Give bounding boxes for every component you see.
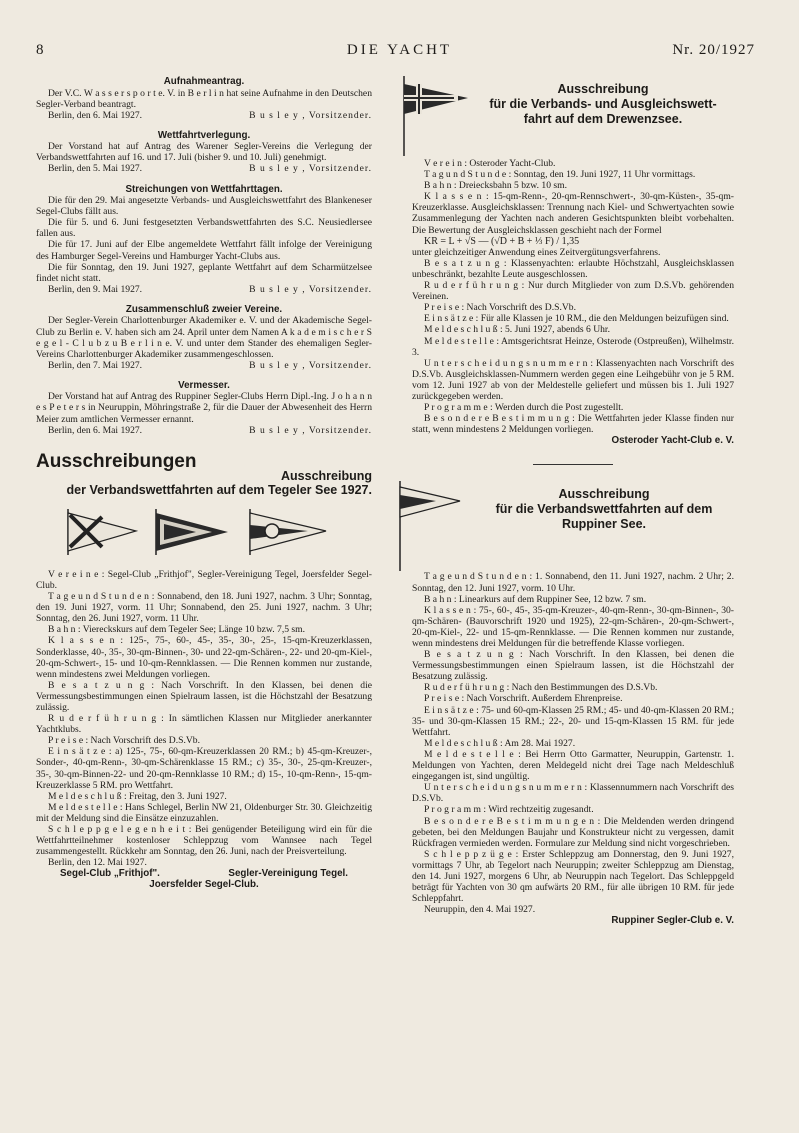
club-pennants [36,509,372,561]
meldeschluss-field: M e l d e s c h l u ß : 5. Juni 1927, abends 6 Uhr. [424,324,610,336]
signature-frithjof: Segel-Club „Frithjof". [60,868,160,880]
bahn-field: B a h n : Dreiecksbahn 5 bzw. 10 sm. [424,180,567,192]
announcement-subtitle: der Verbandswettfahrten auf dem Tegeler See 1927. [66,482,372,497]
notice-date: Berlin, den 5. Mai 1927. [48,163,143,175]
preise-field: P r e i s e : Nach Vorschrift. Außerdem Ehrenpreise. [424,693,623,705]
notice-date: Berlin, den 6. Mai 1927. [48,109,143,121]
right-column [412,76,734,926]
notice-body: Der V.C. W a s s e r s p o r t e. V. in B e r l i n hat seine Aufnahme in den Deutschen Segler-Verband beantragt. [36,87,372,110]
schleppgelegenheit-field: S c h l e p p g e l e g e n h e i t : Bei genügender Beteiligung wird ein für die Wettfahrtteilnehmer kostenloser Schleppzug vom Wannsee nach Tegel zusammengestellt. Rückkehr am Sonntag, den 26. Juni, nach der Preisverteilung. [36,824,372,858]
schleppzuege-field: S c h l e p p z ü g e : Erster Schleppzug am Donnerstag, den 9. Juni 1927, vormittags 7 Uhr, ab Tegelort nach Neuruppin; zweiter Schleppzug am Dienstag, den 14. Juni 1927, morgens 6 Uhr, ab Neuruppin nach Tegelort. Das Schleppgeld beträgt für Yachten von 30 qm aufwärts 20 RM., für alle übrigen 10 RM. für jede Schleppfahrt. [412,848,734,905]
besondere-field: B e s o n d e r e B e s t i m m u n g : Die Wettfahrten jeder Klasse finden nur statt, wenn mindestens 2 Meldungen vorliegen. [412,413,734,436]
notice-body: Der Vorstand hat auf Antrag des Ruppiner Segler-Clubs Herrn Dipl.-Ing. J o h a n n e s P e t e r s in Neuruppin, Möhringstraße 2, für die Dauer der Abwesenheit des Herrn Meier zum amtlichen Vermesser ernannt. [36,391,372,425]
signature-joersfelder: Joersfelder Segel-Club. [149,879,259,891]
notice-signer: B u s l e y , Vorsitzender. [249,163,372,175]
formula-tail: unter gleichzeitiger Anwendung eines Zeitvergütungsverfahrens. [412,246,661,258]
verein-field: V e r e i n : Osteroder Yacht-Club. [424,158,556,169]
drewenz-title-line3: fahrt auf dem Drewenzsee. [523,112,683,126]
ruppin-signature: Ruppiner Segler-Club e. V. [611,915,734,927]
ruppin-title [474,487,734,532]
notice-signature [36,284,372,295]
notice-paragraph: Die für Sonntag, den 19. Juni 1927, geplante Wettfahrt auf dem Scharmützelsee findet nicht statt. [36,261,372,284]
notice-signer: B u s l e y , Vorsitzender. [249,359,372,371]
vermesser-notice [36,380,372,436]
notice-date: Berlin, den 7. Mai 1927. [48,359,143,371]
unterscheidung-field: U n t e r s c h e i d u n g s n u m m e r n : Klassenyachten nach Vorschrift des D.S.Vb. Ausgleichsklassen-Nummern werden gegen eine Leihgebühr von je 5 RM. vom 12. Juni 1927 ab von der Meldestelle geliefert und müssen bis 1. Juli 1927 zurückgegeben werden. [412,357,734,402]
drewenz-header [412,76,734,158]
issue-number: Nr. 20/1927 [672,42,755,58]
notice-title: Vermesser. [178,379,230,391]
tage-field: T a g u n d S t u n d e : Sonntag, den 19. Juni 1927, 11 Uhr vormittags. [424,169,696,181]
notice-signer: B u s l e y , Vorsitzender. [249,109,372,121]
frithjof-pennant-icon [66,509,138,555]
left-column [36,76,372,890]
ruderfuehrung-field: R u d e r f ü h r u n g : Nach den Bestimmungen des D.S.Vb. [424,682,658,694]
page-number: 8 [36,42,45,58]
einsaetze-field: E i n s ä t z e : Für alle Klassen je 10 RM., die den Meldungen beizufügen sind. [424,313,729,325]
programm-field: P r o g r a m m : Wird rechtzeitig zugesandt. [424,804,594,816]
notice-signature [36,163,372,174]
bahn-field: B a h n : Viereckskurs auf dem Tegeler See; Länge 10 bzw. 7,5 sm. [48,624,306,636]
notice-paragraph: Die für den 29. Mai angesetzte Verbands- und Ausgleichswettfahrt des Blankeneser Segel-Clubs fällt aus. [36,195,372,218]
ruppin-header [412,481,734,571]
besatzung-field: B e s a t z u n g : Klassenyachten: erlaubte Höchstzahl, Ausgleichsklassen unbeschränkt, bezahlte Leute ausgeschlossen. [412,257,734,280]
announcement-date: Neuruppin, den 4. Mai 1927. [424,904,536,916]
osteroder-pennant-icon [400,76,470,156]
meldeschluss-field: M e l d e s c h l u ß : Freitag, den 3. Juni 1927. [48,790,227,802]
drewenz-signature: Osteroder Yacht-Club e. V. [611,435,734,447]
besatzung-field: B e s a t z u n g : Nach Vorschrift. In den Klassen, bei denen die Vermessungsbestimmungen einen Spielraum lassen, ist die Höchstzahl der Besatzung zulässig. [412,649,734,683]
notice-paragraph: Die für 5. und 6. Juni festgesetzten Verbandswettfahrten des S.C. Neusiedlersee fallen aus. [36,217,372,240]
notice-signature [36,425,372,436]
verlegung-notice [36,130,372,175]
notice-date: Berlin, den 6. Mai 1927. [48,424,143,436]
notice-title: Aufnahmeantrag. [163,76,245,87]
ruppin-title-line1: Ausschreibung [558,487,650,502]
tage-field: T a g e u n d S t u n d e n : Sonnabend, den 18. Juni 1927, nachm. 3 Uhr; Sonntag, den 19. Juni 1927, vorm. 11 Uhr; Sonnabend, den 25. Juni 1927, nachm. 3 Uhr; Sonntag, den 26. Juni 1927, vorm. 11 Uhr. [36,591,372,625]
aufnahme-notice [36,76,372,121]
drewenz-title-line2: für die Verbands- und Ausgleichswett- [489,97,717,111]
magazine-title: DIE YACHT [346,42,453,58]
ruderfuehrung-field: R u d e r f ü h r u n g : Nur durch Mitglieder von zum D.S.Vb. gehörenden Vereinen. [412,280,734,303]
klassen-field: K l a s s e n : 125-, 75-, 60-, 45-, 35-, 30-, 25-, 15-qm-Kreuzerklassen, Sonderklasse, 40-, 35-, 30-qm-Binnen-, 30- und 22-qm-Schären-, 22- und 20-qm-Kiel-, 20-qm-Schwert-, 15- und 10-qm-Rennklassen. — Die Rennen kommen nur zustande, wenn mindestens zwei Meldungen vorliegen. [36,635,372,680]
notice-title: Zusammenschluß zweier Vereine. [125,303,283,315]
drewenz-announcement [412,76,734,446]
preise-field: P r e i s e : Nach Vorschrift des D.S.Vb. [424,302,576,314]
notice-paragraph: Die für 17. Juni auf der Elbe angemeldete Wettfahrt fällt infolge der Vereinigung des Hamburger Segel-Vereins und Hamburger Yacht-Clubs aus. [36,239,372,262]
tegel-announcement [36,450,372,891]
formula: KR = L + √S — (√D + B + ⅓ F) / 1,35 [424,235,580,247]
meldestelle-field: M e l d e s t e l l e : Hans Schlegel, Berlin NW 21, Oldenburger Str. 30. Gleichzeitig mit der Meldung sind die Einsätze einzuzahlen. [36,801,372,824]
notice-body: Der Segler-Verein Charlottenburger Akademiker e. V. und der Akademische Segel-Club zu Berlin e. V. haben sich am 24. April unter dem Namen A k a d e m i s c h e r S e g e l - C l u b z u B e r l i n e. V. und unter dem Stander des ehemaligen Segler-Vereins Charlottenburger Akademiker zusammengeschlossen. [36,315,372,360]
zusammenschluss-notice [36,304,372,371]
signature-tegel: Segler-Vereinigung Tegel. [228,868,348,880]
meldestelle-field: M e l d e s t e l l e : Bei Herrn Otto Garmatter, Neuruppin, Gartenstr. 1. Meldungen von Yachten, deren Meldegeld nicht drei Tage nach Meldeschluß eingegangen ist, sind ungültig. [412,748,734,783]
notice-signature [36,360,372,371]
programm-field: P r o g r a m m e : Werden durch die Post zugestellt. [424,402,624,414]
besondere-field: B e s o n d e r e B e s t i m m u n g e n : Die Meldenden werden dringend gebeten, bei den Meldungen Baujahr und Konstrukteur nicht zu vergessen, damit Rückfragen vermieden werden. Formulare zur Meldung sind nicht vorgeschrieben. [412,815,734,849]
ruppin-announcement [412,481,734,926]
club-signatures [36,868,372,879]
meldestelle-field: M e l d e s t e l l e : Amtsgerichtsrat Heinze, Osterode (Ostpreußen), Wilhelmstr. 3. [412,335,734,358]
besatzung-field: B e s a t z u n g : Nach Vorschrift. In den Klassen, bei denen die Vermessungsbestimmungen einen Spielraum lassen, ist die Höchstzahl der Besatzung zulässig. [36,679,372,713]
drewenz-title [472,82,734,127]
klassen-field: K l a s s e n : 15-qm-Renn-, 20-qm-Rennschwert-, 30-qm-Küsten-, 35-qm-Kreuzerklasse. Ausgleichsklassen: Trennung nach Kiel- und Schwertyachten sowie Zusammenlegung der Yachten nach anderen Gesichtspunkten bleibt vorbehalten. Die Bewertung der Ausgleichsklassen geschieht nach der Formel [412,191,734,236]
unterscheidung-field: U n t e r s c h e i d u n g s n u m m e r n : Klassennummern nach Vorschrift des D.S.Vb. [412,782,734,805]
notice-title: Wettfahrtverlegung. [157,129,251,141]
drewenz-title-line1: Ausschreibung [557,82,649,96]
ruppiner-pennant-icon [396,481,466,571]
notice-date: Berlin, den 9. Mai 1927. [48,283,143,295]
notice-title: Streichungen von Wettfahrttagen. [125,183,283,195]
announcement-date: Berlin, den 12. Mai 1927. [48,857,147,869]
ruppin-title-line3: Ruppiner See. [561,517,647,532]
joersfelder-pennant-icon [248,509,328,555]
streichungen-notice [36,184,372,295]
notice-signer: B u s l e y , Vorsitzender. [249,283,372,295]
preise-field: P r e i s e : Nach Vorschrift des D.S.Vb. [48,735,200,747]
klassen-field: K l a s s e n : 75-, 60-, 45-, 35-qm-Kreuzer-, 40-qm-Renn-, 30-qm-Binnen-, 30-qm-Schären- (Bauvorschrift 1920 und 1925), 22-qm-Schären-, 20-qm-Schwert-, 20-qm-Kiel-, 22- und 15-qm-Rennklasse. — Die Rennen kommen nur zustande, wenn mindestens drei Meldungen für die betreffende Klasse vorliegen. [412,604,734,649]
einsaetze-field: E i n s ä t z e : a) 125-, 75-, 60-qm-Kreuzerklassen 20 RM.; b) 45-qm-Kreuzer-, Sonder-, 40-qm-Renn-, 30-qm-Schärenklasse 15 RM.; c) 35-, 30-, 25-qm-Kreuzer-, 35-, 30-qm-Binnen-22- und 20-qm-Rennklasse 10 RM.; d) 15-, 10-qm-Renn-, 15-qm-Kreuzerklasse 5 RM. pro Wettfahrt. [36,746,372,791]
ruderfuehrung-field: R u d e r f ü h r u n g : In sämtlichen Klassen nur Mitglieder anerkannter Yachtklubs. [36,713,372,736]
section-heading: Ausschreibungen [36,450,197,472]
announcement-title: Ausschreibung [281,468,372,483]
tegel-pennant-icon [154,509,230,555]
vereine-field: V e r e i n e : Segel-Club „Frithjof", Segler-Vereinigung Tegel, Joersfelder Segel-Club. [36,568,372,591]
notice-body: Der Vorstand hat auf Antrag des Warener Segler-Vereins die Verlegung der Verbandswettfahrten auf 16. und 17. Juli (bisher 9. und 10. Juli) genehmigt. [36,141,372,164]
notice-signature [36,110,372,121]
tage-field: T a g e u n d S t u n d e n : 1. Sonnabend, den 11. Juni 1927, nachm. 2 Uhr; 2. Sonntag, den 12. Juni 1927, vorm. 10 Uhr. [412,571,734,594]
einsaetze-field: E i n s ä t z e : 75- und 60-qm-Klassen 25 RM.; 45- und 40-qm-Klassen 20 RM.; 35- und 30-qm-Klassen 15 RM.; 22-, 20- und 15-qm-Klassen 15 RM. für jede Wettfahrt. [412,704,734,738]
bahn-field: B a h n : Linearkurs auf dem Ruppiner See, 12 bzw. 7 sm. [424,593,647,605]
ruppin-title-line2: für die Verbandswettfahrten auf dem [495,502,713,517]
notice-signer: B u s l e y , Vorsitzender. [249,424,372,436]
section-divider [533,464,613,465]
meldeschluss-field: M e l d e s c h l u ß : Am 28. Mai 1927. [424,737,576,749]
